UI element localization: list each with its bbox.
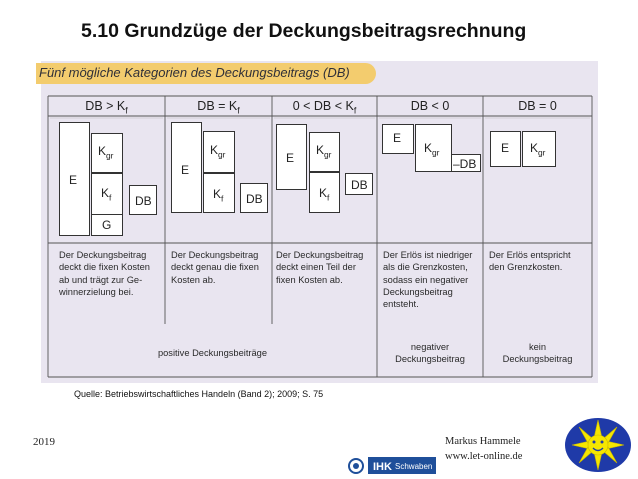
footer-negative: negativer Deckungsbeitrag	[395, 342, 465, 365]
author-block	[445, 434, 522, 464]
author-name: Markus Hammele	[445, 436, 521, 447]
col2-erloes-box: E	[171, 122, 202, 213]
col3-description: Der Deckungsbeitrag deckt einen Teil der fixen Kosten ab.	[276, 250, 364, 285]
footer-zero: kein Deckungsbeitrag	[502, 342, 573, 365]
col1-description: Der Deckungsbeitrag deckt die fixen Kosten ab und trägt zur Ge- winnerzielung bei.	[59, 250, 150, 297]
col1-db-box: DB	[129, 185, 157, 215]
col5-description: Der Erlös entspricht den Grenzkosten.	[489, 250, 571, 273]
col3-db-box: DB	[345, 173, 373, 195]
col4-negative-db-box: –DB	[451, 154, 481, 172]
website-link[interactable]: www.let-online.de	[445, 451, 523, 462]
col2-kgr-box: $K_{gr}$	[203, 131, 235, 173]
header-db-zero: DB = 0	[518, 99, 557, 113]
col2-db-box: DB	[240, 183, 268, 213]
year-label: 2019	[33, 436, 55, 448]
col2-kf-box: $K_f$	[203, 173, 235, 213]
col4-erloes-box: E	[382, 124, 414, 154]
header-db-negative: DB < 0	[410, 99, 450, 113]
footer-positive: positive Deckungsbeiträge	[157, 348, 268, 358]
header-db-equal-kf: DB = $K_f$	[197, 99, 240, 116]
figure-heading-text: Fünf mögliche Kategorien des Deckungsbeitrags (DB)	[39, 65, 350, 80]
col1-gewinn-box: G	[91, 214, 123, 236]
col5-kgr-box: $K_{gr}$	[522, 131, 556, 167]
page-title: 5.10 Grundzüge der Deckungsbeitragsrechnung	[81, 20, 527, 42]
col3-kf-box: $K_f$	[309, 172, 340, 213]
col3-erloes-box: E	[276, 124, 307, 190]
sun-logo-icon	[563, 416, 633, 474]
col1-kgr-box: $K_{gr}$	[91, 133, 123, 173]
ihk-logo-text: IHK	[373, 461, 392, 473]
col4-kgr-box: $K_{gr}$	[415, 124, 452, 172]
source-citation: Quelle: Betriebswirtschaftliches Handeln (Band 2); 2009; S. 75	[74, 389, 324, 399]
col1-kf-box: $K_f$	[91, 173, 123, 215]
ihk-logo-region: Schwaben	[395, 462, 433, 471]
col5-erloes-box: E	[490, 131, 521, 167]
col3-kgr-box: $K_{gr}$	[309, 132, 340, 172]
ihk-logo	[346, 456, 438, 476]
col4-description: Der Erlös ist niedriger als die Grenzkosten, sodass ein negativer Deckungsbeitrag entsteht.	[383, 250, 473, 310]
header-db-greater-kf: DB > $K_f$	[85, 99, 128, 116]
header-db-between: 0 < DB < $K_f$	[292, 99, 357, 116]
col1-erloes-box: E	[59, 122, 90, 236]
col2-description: Der Deckungsbeitrag deckt genau die fixen Kosten ab.	[171, 250, 259, 285]
